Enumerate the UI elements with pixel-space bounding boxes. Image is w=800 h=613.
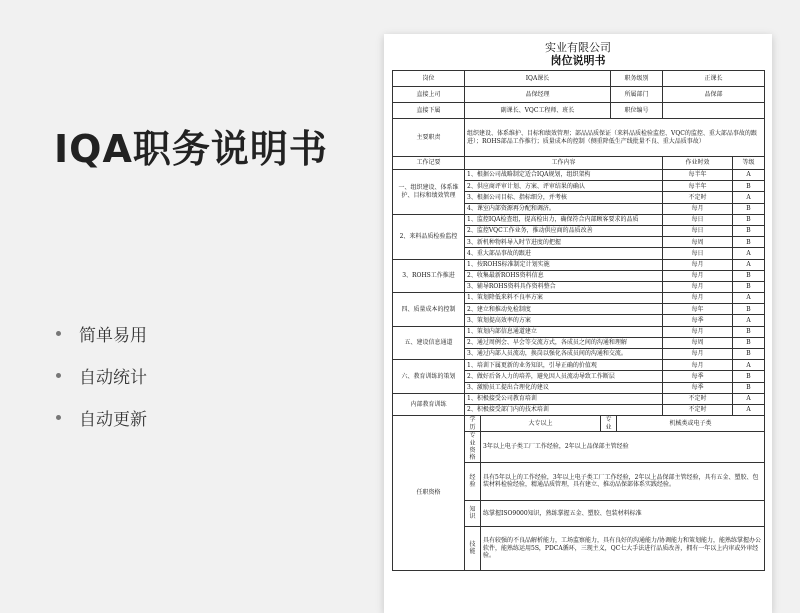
company-name: 实业有限公司 bbox=[545, 41, 611, 54]
task-timing: 每半年 bbox=[663, 170, 733, 181]
task-grade: B bbox=[733, 281, 765, 292]
task-grade: B bbox=[733, 181, 765, 192]
task-timing: 不定时 bbox=[663, 404, 733, 415]
task-content: 1、按ROHS标准制定计划实施 bbox=[465, 259, 663, 270]
task-row bbox=[393, 326, 765, 337]
task-grade: B bbox=[733, 371, 765, 382]
task-content: 3、根据公司目标、指标细分，并考核 bbox=[465, 192, 663, 203]
document-title: 岗位说明书 bbox=[550, 54, 606, 67]
task-category: 内部教育训练 bbox=[393, 393, 465, 415]
task-row bbox=[393, 293, 765, 304]
task-grade: A bbox=[733, 248, 765, 259]
task-grade: B bbox=[733, 304, 765, 315]
task-content: 4、课室内部资源再分配和调济。 bbox=[465, 203, 663, 214]
task-category: 六、教育训练的策划 bbox=[393, 360, 465, 394]
task-row bbox=[393, 360, 765, 371]
feature-item: 自动统计 bbox=[56, 354, 147, 396]
task-timing: 不定时 bbox=[663, 192, 733, 203]
task-timing: 每周 bbox=[663, 237, 733, 248]
task-timing: 不定时 bbox=[663, 393, 733, 404]
task-content: 2、做好后备人力的培养，避免因人员流动导致工作断层 bbox=[465, 371, 663, 382]
task-grade: A bbox=[733, 192, 765, 203]
task-timing: 每月 bbox=[663, 270, 733, 281]
job-description-table bbox=[392, 70, 765, 416]
document-preview bbox=[384, 34, 772, 613]
task-timing: 每季 bbox=[663, 382, 733, 393]
task-category: 一、组织建设、体系维护、目标和绩效管理 bbox=[393, 170, 465, 215]
task-content: 2、建立和推动免检制度 bbox=[465, 304, 663, 315]
task-timing: 每日 bbox=[663, 248, 733, 259]
feature-item: 自动更新 bbox=[56, 396, 147, 438]
task-content: 1、策划内部信息通道建立 bbox=[465, 326, 663, 337]
qualification-row: 知识 练掌握ISO9000知识，熟练掌握五金、塑胶、包装材料标准 bbox=[393, 500, 765, 526]
task-timing: 每半年 bbox=[663, 181, 733, 192]
task-grade: B bbox=[733, 382, 765, 393]
task-grade: B bbox=[733, 225, 765, 236]
task-grade: A bbox=[733, 170, 765, 181]
task-grade: B bbox=[733, 326, 765, 337]
task-category: 3、ROHS工作推进 bbox=[393, 259, 465, 293]
task-row bbox=[393, 393, 765, 404]
task-grade: A bbox=[733, 360, 765, 371]
task-content: 1、监控IQA检查组，提高检出力，确保符合内部顾客要求的品质 bbox=[465, 214, 663, 225]
task-timing: 每日 bbox=[663, 225, 733, 236]
task-timing: 每月 bbox=[663, 259, 733, 270]
task-category: 五、建设信息通道 bbox=[393, 326, 465, 360]
task-timing: 每月 bbox=[663, 203, 733, 214]
task-grade: B bbox=[733, 349, 765, 360]
task-content: 3、辅导ROHS资料具作资料整合 bbox=[465, 281, 663, 292]
task-grade: A bbox=[733, 393, 765, 404]
task-timing: 每月 bbox=[663, 349, 733, 360]
task-row bbox=[393, 214, 765, 225]
task-timing: 每月 bbox=[663, 360, 733, 371]
task-row bbox=[393, 259, 765, 270]
task-content: 2、收集最新ROHS资料信息 bbox=[465, 270, 663, 281]
task-category: 四、质量成本的控制 bbox=[393, 293, 465, 327]
hero-title: IQA职务说明书 bbox=[54, 127, 328, 171]
task-content: 3、通过内部人员流动，换岗以强化各成员间的沟通和交流。 bbox=[465, 349, 663, 360]
task-content: 1、策划降低来料不良率方案 bbox=[465, 293, 663, 304]
task-content: 3、新机种物料导入时节进度的把握 bbox=[465, 237, 663, 248]
task-grade: B bbox=[733, 203, 765, 214]
task-timing: 每月 bbox=[663, 281, 733, 292]
task-timing: 每年 bbox=[663, 304, 733, 315]
task-content: 2、监控VQC工作业务，推动供应商的品质改善 bbox=[465, 225, 663, 236]
main-duty-row: 主要职责 组织建设、体系维护、目标和绩效管理；部品品质保证（来料品质检验监控、VQC的监控、重大部品事故的跟进）；ROHS部品工作推行；质量成本的控制（侧重降低生产线批量不良、重大品质事故） bbox=[393, 119, 765, 157]
task-timing: 每季 bbox=[663, 315, 733, 326]
task-grade: B bbox=[733, 237, 765, 248]
task-content: 3、策划提高效率的方案 bbox=[465, 315, 663, 326]
table-header-row: 工作记要 工作内容 作业时效 等级 bbox=[393, 157, 765, 170]
task-timing: 每月 bbox=[663, 326, 733, 337]
qualification-row: 任职资格 学历 大专以上 专业 机械类或电子类 bbox=[393, 416, 765, 432]
task-timing: 每日 bbox=[663, 214, 733, 225]
task-content: 1、积极接受公司教育培训 bbox=[465, 393, 663, 404]
task-category: 2、来料品质检验监控 bbox=[393, 214, 465, 259]
task-content: 3、激励员工提出合理化的建议 bbox=[465, 382, 663, 393]
task-grade: A bbox=[733, 293, 765, 304]
task-content: 2、通过周例会、早会等交流方式，各成员之间的沟通和理解 bbox=[465, 337, 663, 348]
task-content: 1、根据公司战略制定适合IQA规划，组织架构 bbox=[465, 170, 663, 181]
task-content: 2、积极接受部门内的技术培训 bbox=[465, 404, 663, 415]
qualification-table bbox=[392, 415, 765, 571]
task-grade: A bbox=[733, 404, 765, 415]
task-grade: A bbox=[733, 315, 765, 326]
task-content: 2、供应商评审计划、方案、评审结果的确认 bbox=[465, 181, 663, 192]
task-grade: B bbox=[733, 270, 765, 281]
bullet-dot-icon bbox=[56, 415, 61, 420]
qualification-row: 专业资格 3年以上电子类工厂工作经验，2年以上品保部主管经验 bbox=[393, 432, 765, 463]
task-row bbox=[393, 170, 765, 181]
task-grade: B bbox=[733, 214, 765, 225]
task-timing: 每周 bbox=[663, 337, 733, 348]
feature-list bbox=[56, 312, 147, 438]
task-content: 4、重大部品事故的跟进 bbox=[465, 248, 663, 259]
task-grade: B bbox=[733, 337, 765, 348]
task-content: 1、培训下属更新的业务知识，引导正确的价值观 bbox=[465, 360, 663, 371]
qualification-row: 经验 具有5年以上的工作经验，3年以上电子类工厂工作经验，2年以上品保部主管经验，具有五金、塑胶、包装材料检验经验，精通品质管理，具有建立、推动品保部体系实践经验。 bbox=[393, 462, 765, 500]
info-row: 直接上司 品保经理 所属部门 品保部 bbox=[393, 87, 765, 103]
task-timing: 每月 bbox=[663, 293, 733, 304]
task-grade: A bbox=[733, 259, 765, 270]
task-timing: 每季 bbox=[663, 371, 733, 382]
bullet-dot-icon bbox=[56, 373, 61, 378]
bullet-dot-icon bbox=[56, 331, 61, 336]
info-row: 直接下属 副课长、VQC工程师、班长 职位编号 bbox=[393, 103, 765, 119]
qualification-row: 技能 具有较强的不良品解析能力，工场监察能力，具有良好的沟通能力/协调能力和策划能力，能熟练掌握办公软件，能熟练运用5S，PDCA循环，三现主义，QC七大手法进行品质改善，拥有一年以上内审或外审经验。 bbox=[393, 526, 765, 570]
feature-item: 简单易用 bbox=[56, 312, 147, 354]
info-row: 岗位 IQA课长 职务级别 正课长 bbox=[393, 71, 765, 87]
